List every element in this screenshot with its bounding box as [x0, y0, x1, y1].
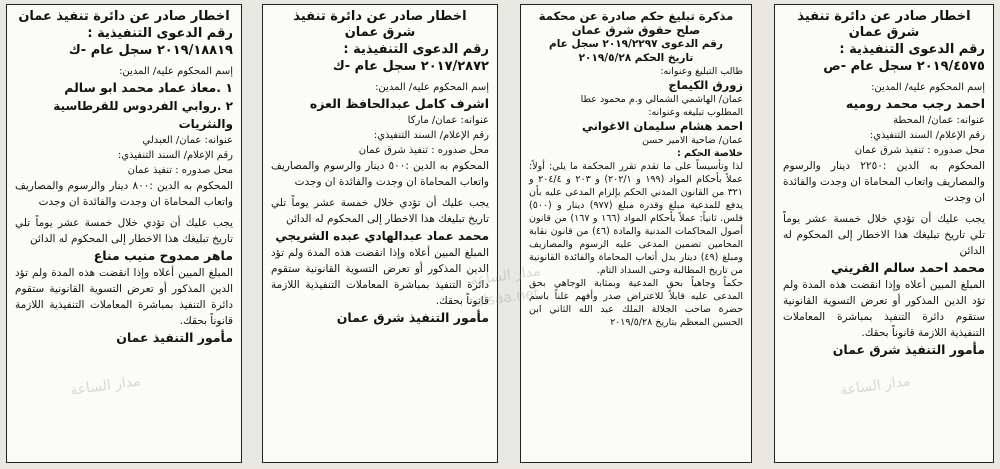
- enforcement-officer: مأمور التنفيذ عمان: [116, 330, 233, 345]
- judgment-amount-text: المحكوم به الدين :٨٠٠ دينار والرسوم والمصاريف واتعاب المحاماة ان وجدت والفائدة ان وجدت: [15, 180, 233, 208]
- defendant-name: اشرف كامل عبدالحافظ العزه: [309, 96, 489, 111]
- issue-place: محل صدوره : تنفيذ شرق عمان: [358, 145, 489, 156]
- enforcement-officer: مأمور التنفيذ شرق عمان: [336, 310, 489, 325]
- case-label: رقم الدعوى التنفيذية :: [839, 42, 985, 57]
- defendant-name-2: ٢ .روابي الفردوس للقرطاسية والنثريات: [53, 99, 233, 131]
- defendant-label: إسم المحكوم عليه/ المدين:: [375, 82, 489, 93]
- enforcement-officer: مأمور التنفيذ شرق عمان: [832, 342, 985, 357]
- creditor-name: محمد احمد سالم القريني: [831, 260, 985, 275]
- notice-amman-18819: [6, 4, 242, 463]
- defendant-address: عنوانه: عمان/ العبدلي: [142, 135, 233, 146]
- case-label: رقم الدعوى التنفيذية :: [87, 26, 233, 41]
- defendant-label: إسم المحكوم عليه/ المدين:: [871, 82, 985, 93]
- notice-east-amman-4575: [774, 4, 994, 463]
- issue-place: محل صدوره : تنفيذ عمان: [127, 165, 233, 176]
- notifier-name: زورق الكيماج: [668, 78, 743, 92]
- judgment-amount-text: المحكوم به الدين :٢٢٥٠ دينار والرسوم والمصاريف واتعاب المحاماة ان وجدت والفائدة ان وجدت: [783, 160, 985, 204]
- notice-subtitle: صلح حقوق شرق عمان: [571, 23, 701, 37]
- case-number: ٢٠١٩/٤٥٧٥ سجل عام -ص: [823, 59, 985, 74]
- watermark-text: مدار الساعة: [469, 263, 542, 289]
- document-label: رقم الإعلام/ السند التنفيذي:: [117, 150, 233, 161]
- defendant-address: عنوانه: عمان/ المحطة: [893, 115, 985, 126]
- creditor-name: ماهر ممدوح منيب مناع: [93, 248, 233, 263]
- case-number: رقم الدعوى ٢٠١٩/٢٢٩٧ سجل عام: [549, 38, 723, 50]
- notice-title: اخطار صادر عن دائرة تنفيذ: [293, 9, 467, 24]
- warning-text: المبلغ المبين أعلاه وإذا انقضت هذه المدة ولم تؤد الدين المذكور أو تعرض التسوية القانونية ستقوم دائرة التنفيذ بمباشرة المعاملات التنفيذية اللازمة قانوناً بحقك.: [783, 279, 985, 339]
- summary-label: خلاصة الحكم :: [676, 148, 743, 159]
- case-label: رقم الدعوى التنفيذية :: [343, 42, 489, 57]
- defendant-name-1: ١ .معاذ عماد محمد ابو سالم: [64, 80, 233, 95]
- watermark-text-3: مدار الساعة: [69, 373, 142, 399]
- payment-instruction-text: يجب عليك أن تؤدي خلال خمسة عشر يوماً تلي تاريخ تبليغك هذا الاخطار إلى المحكوم له الدائن: [15, 217, 233, 245]
- warning-text: المبلغ المبين أعلاه وإذا انقضت هذه المدة ولم تؤد الدين المذكور أو تعرض التسوية القانونية ستقوم دائرة التنفيذ بمباشرة المعاملات التنفيذية اللازمة قانوناً بحقك.: [271, 247, 489, 307]
- document-label: رقم الإعلام/ السند التنفيذي:: [869, 130, 985, 141]
- notice-subtitle: شرق عمان: [848, 25, 920, 40]
- defendant-name: احمد رجب محمد روميه: [845, 96, 985, 111]
- target-label: المطلوب تبليغه وعنوانه:: [648, 107, 743, 118]
- notice-title: اخطار صادر عن دائرة تنفيذ عمان: [18, 9, 230, 24]
- issue-place: محل صدوره : تنفيذ شرق عمان: [854, 145, 985, 156]
- watermark-url: alsaa.net: [474, 285, 541, 311]
- judgment-closing: حكماً وجاهياً بحق المدعية وبمثابة الوجاهي بحق المدعى عليه قابلاً للاعتراض صدر وأفهم علناً باسم حضرة صاحب الجلالة الملك عبد الله الثاني ابن الحسين المعظم بتاريخ ٢٠١٩/٥/٢٨: [529, 278, 743, 328]
- notifier-label: طالب التبليغ وعنوانه:: [660, 66, 743, 77]
- notice-subtitle: شرق عمان: [344, 25, 416, 40]
- watermark-text-2: مدار الساعة: [839, 373, 912, 399]
- document-label: رقم الإعلام/ السند التنفيذي:: [373, 130, 489, 141]
- notice-title: اخطار صادر عن دائرة تنفيذ: [797, 9, 971, 24]
- judgment-date: تاريخ الحكم ٢٠١٩/٥/٢٨: [578, 52, 694, 64]
- target-address: عمان/ ضاحية الامير حسن: [642, 135, 743, 146]
- payment-instruction-text: يجب عليك أن تؤدي خلال خمسة عشر يوماً تلي تاريخ تبليغك هذا الاخطار إلى المحكوم له الدائن: [271, 197, 489, 225]
- case-number: ٢٠١٧/٢٨٧٢ سجل عام -ك: [332, 59, 489, 74]
- warning-text: المبلغ المبين أعلاه وإذا انقضت هذه المدة ولم تؤد الدين المذكور أو تعرض التسوية القانونية ستقوم دائرة التنفيذ بمباشرة المعاملات التنفيذية اللازمة قانوناً بحقك.: [15, 267, 233, 327]
- notice-judgment-2297: [520, 4, 752, 463]
- notice-title: مذكرة تبليغ حكم صادرة عن محكمة: [538, 9, 734, 23]
- case-number: ٢٠١٩/١٨٨١٩ سجل عام -ك: [68, 43, 233, 58]
- creditor-name: محمد عماد عبدالهادي عبده الشريجي: [275, 229, 489, 243]
- judgment-body: لذا وتأسيساً على ما تقدم تقرر المحكمة ما يلي: أولاً: عملاً بأحكام المواد (١٩٩ و ٢٠٢/١) و ٢٠٣ و ٢٠٤/٤ و ٣٢١ من القانون المدني الحكم بإلزام المدعى عليه بأن يدفع للمدعية مبلغ وقدره مبلغ (٩٧٧) دينار و (٥٠٠) فلس. ثانياً: عملاً بأحكام المواد (١٦٦ و ١٦٧) من قانون أصول المحاكمات المدنية والمادة (٤٦) من قانون نقابة المحامين تضمين المدعى عليه الرسوم والمصاريف ومبلغ (٤٩) دينار بدل أتعاب المحاماة والفائدة القانونية من تاريخ المطالبة وحتى السداد التام.: [529, 161, 744, 276]
- notifier-address: عمان/ الهاشمي الشمالي و.م محمود عطا: [580, 94, 743, 105]
- target-name: احمد هشام سليمان الاغواني: [581, 119, 743, 133]
- defendant-label: إسم المحكوم عليه/ المدين:: [119, 66, 233, 77]
- notice-east-amman-2872: [262, 4, 498, 463]
- judgment-amount-text: المحكوم به الدين :٥٠٠ دينار والرسوم والمصاريف واتعاب المحاماة ان وجدت والفائدة ان وجدت: [271, 160, 489, 188]
- defendant-address: عنوانه: عمان/ ماركا: [407, 115, 489, 126]
- payment-instruction-text: يجب عليك أن تؤدي خلال خمسة عشر يوماً تلي تاريخ تبليغك هذا الاخطار إلى المحكوم له الدائن: [783, 213, 985, 257]
